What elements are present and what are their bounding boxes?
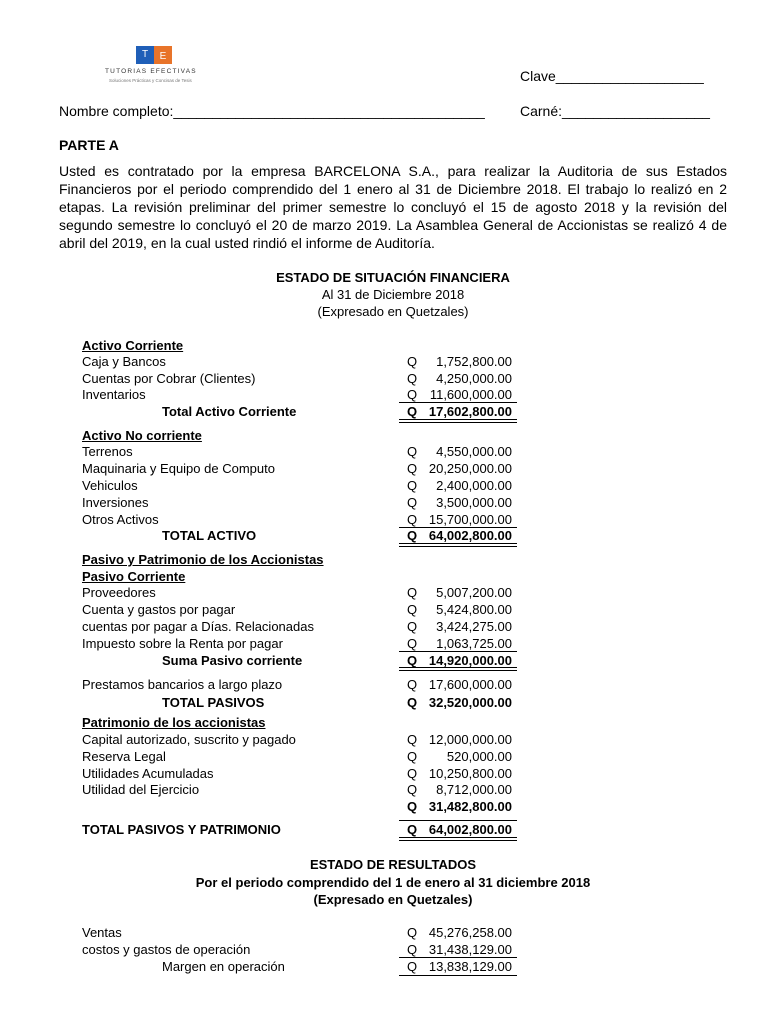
subtotal-rule [399,820,517,821]
currency-symbol: Q [407,925,418,940]
activo-corriente-heading: Activo Corriente [82,338,184,353]
total-label: Total Activo Corriente [162,404,297,419]
currency-symbol: Q [407,528,418,543]
logo-square-orange [154,46,172,64]
pasivo-corriente-heading: Pasivo Corriente [82,569,186,584]
total-amount: 14,920,000.00 [428,653,512,668]
logo-square-blue [136,46,154,64]
activo-no-corriente-heading: Activo No corriente [82,428,202,443]
total-label: TOTAL ACTIVO [162,528,257,543]
item-amount: 1,063,725.00 [436,636,512,651]
item-label: Utilidades Acumuladas [82,766,214,781]
balance-title: ESTADO DE SITUACIÓN FINANCIERA [276,270,510,285]
item-amount: 10,250,800.00 [428,766,512,781]
total-amount: 17,602,800.00 [428,404,512,419]
item-amount: 20,250,000.00 [428,461,512,476]
currency-symbol: Q [407,354,418,369]
item-label: Inversiones [82,495,149,510]
currency-symbol: Q [407,799,418,814]
item-amount: 5,007,200.00 [436,585,512,600]
subtotal-rule [399,975,517,976]
patrimonio-heading: Patrimonio de los accionistas [82,715,266,730]
currency-symbol: Q [407,695,418,710]
currency-symbol: Q [407,371,418,386]
part-title: PARTE A [59,137,119,153]
logo-name: TUTORIAS EFECTIVAS [105,68,197,75]
item-label: Otros Activos [82,512,159,527]
currency-symbol: Q [407,636,418,651]
item-label: Caja y Bancos [82,354,166,369]
currency-symbol: Q [407,602,418,617]
income-title: ESTADO DE RESULTADOS [309,857,477,872]
item-amount: 5,424,800.00 [436,602,512,617]
nombre-field: Nombre completo:________________________________________ [59,103,485,119]
currency-symbol: Q [407,619,418,634]
item-amount: 3,500,000.00 [436,495,512,510]
subtotal-rule [399,402,517,403]
item-label: Proveedores [82,585,156,600]
item-amount: 17,600,000.00 [428,677,512,692]
currency-symbol: Q [407,404,418,419]
currency-symbol: Q [407,585,418,600]
balance-currency: (Expresado en Quetzales) [317,304,469,319]
currency-symbol: Q [407,749,418,764]
currency-symbol: Q [407,732,418,747]
item-amount: 8,712,000.00 [436,782,512,797]
clave-field: Clave___________________ [520,68,704,84]
item-label: Ventas [82,925,122,940]
subtotal-rule [399,957,517,958]
item-amount: 2,400,000.00 [436,478,512,493]
currency-symbol: Q [407,387,418,402]
item-label: Prestamos bancarios a largo plazo [82,677,283,692]
margin-amount: 13,838,129.00 [428,959,512,974]
item-label: Reserva Legal [82,749,166,764]
item-amount: 520,000.00 [446,749,512,764]
total-amount: 64,002,800.00 [428,528,512,543]
item-label: Cuentas por Cobrar (Clientes) [82,371,256,386]
grand-total-label: TOTAL PASIVOS Y PATRIMONIO [82,822,281,837]
pasivo-heading: Pasivo y Patrimonio de los Accionistas [82,552,324,567]
item-label: Impuesto sobre la Renta por pagar [82,636,283,651]
item-label: Vehiculos [82,478,138,493]
currency-symbol: Q [407,677,418,692]
income-period: Por el periodo comprendido del 1 de enero al 31 diciembre 2018 [195,875,591,890]
income-currency: (Expresado en Quetzales) [313,892,473,907]
total-double-rule [399,419,517,423]
balance-date: Al 31 de Diciembre 2018 [321,287,465,302]
currency-symbol: Q [407,653,418,668]
currency-symbol: Q [407,461,418,476]
currency-symbol: Q [407,942,418,957]
subtotal-rule [399,651,517,652]
logo-tagline: Soluciones Prácticas y Concisas de Tesis [109,78,192,83]
item-amount: 15,700,000.00 [428,512,512,527]
currency-symbol: Q [407,512,418,527]
item-amount: 1,752,800.00 [436,354,512,369]
currency-symbol: Q [407,766,418,781]
total-double-rule [399,543,517,547]
item-label: Utilidad del Ejercicio [82,782,200,797]
total-double-rule [399,837,517,841]
total-double-rule [399,667,517,671]
currency-symbol: Q [407,959,418,974]
currency-symbol: Q [407,495,418,510]
item-label: Terrenos [82,444,133,459]
item-label: Inventarios [82,387,146,402]
item-label: Cuenta y gastos por pagar [82,602,236,617]
item-amount: 4,550,000.00 [436,444,512,459]
currency-symbol: Q [407,478,418,493]
total-label: Suma Pasivo corriente [162,653,303,668]
total-amount: 32,520,000.00 [428,695,512,710]
item-label: Capital autorizado, suscrito y pagado [82,732,296,747]
item-label: costos y gastos de operación [82,942,251,957]
margin-label: Margen en operación [162,959,285,974]
logo-letter-t: T [141,49,149,60]
intro-paragraph: Usted es contratado por la empresa BARCELONA S.A., para realizar la Auditoria de sus Estados Financieros por el periodo comprendido del 1 enero al 31 de Diciembre 2018. El trabajo lo realizó en 2 etapas. La revisión preliminar del primer semestre lo concluyó el 15 de agosto 2018 y la revisión del segundo semestre lo concluyó el 20 de marzo 2019. La Asamblea General de Accionistas se realizó 4 de abril del 2019, en la cual usted rindió el informe de Auditoría. [59,163,727,251]
item-amount: 3,424,275.00 [436,619,512,634]
item-label: Maquinaria y Equipo de Computo [82,461,275,476]
currency-symbol: Q [407,444,418,459]
grand-total-amount: 64,002,800.00 [428,822,512,837]
currency-symbol: Q [407,782,418,797]
item-amount: 12,000,000.00 [428,732,512,747]
total-amount: 31,482,800.00 [428,799,512,814]
total-label: TOTAL PASIVOS [162,695,265,710]
item-amount: 4,250,000.00 [436,371,512,386]
item-amount: 11,600,000.00 [429,387,512,402]
item-amount: 31,438,129.00 [428,942,512,957]
logo-letter-e: E [159,51,167,62]
item-amount: 45,276,258.00 [428,925,512,940]
item-label: cuentas por pagar a Días. Relacionadas [82,619,314,634]
company-logo [103,43,207,88]
currency-symbol: Q [407,822,418,837]
carne-field: Carné:___________________ [520,103,710,119]
